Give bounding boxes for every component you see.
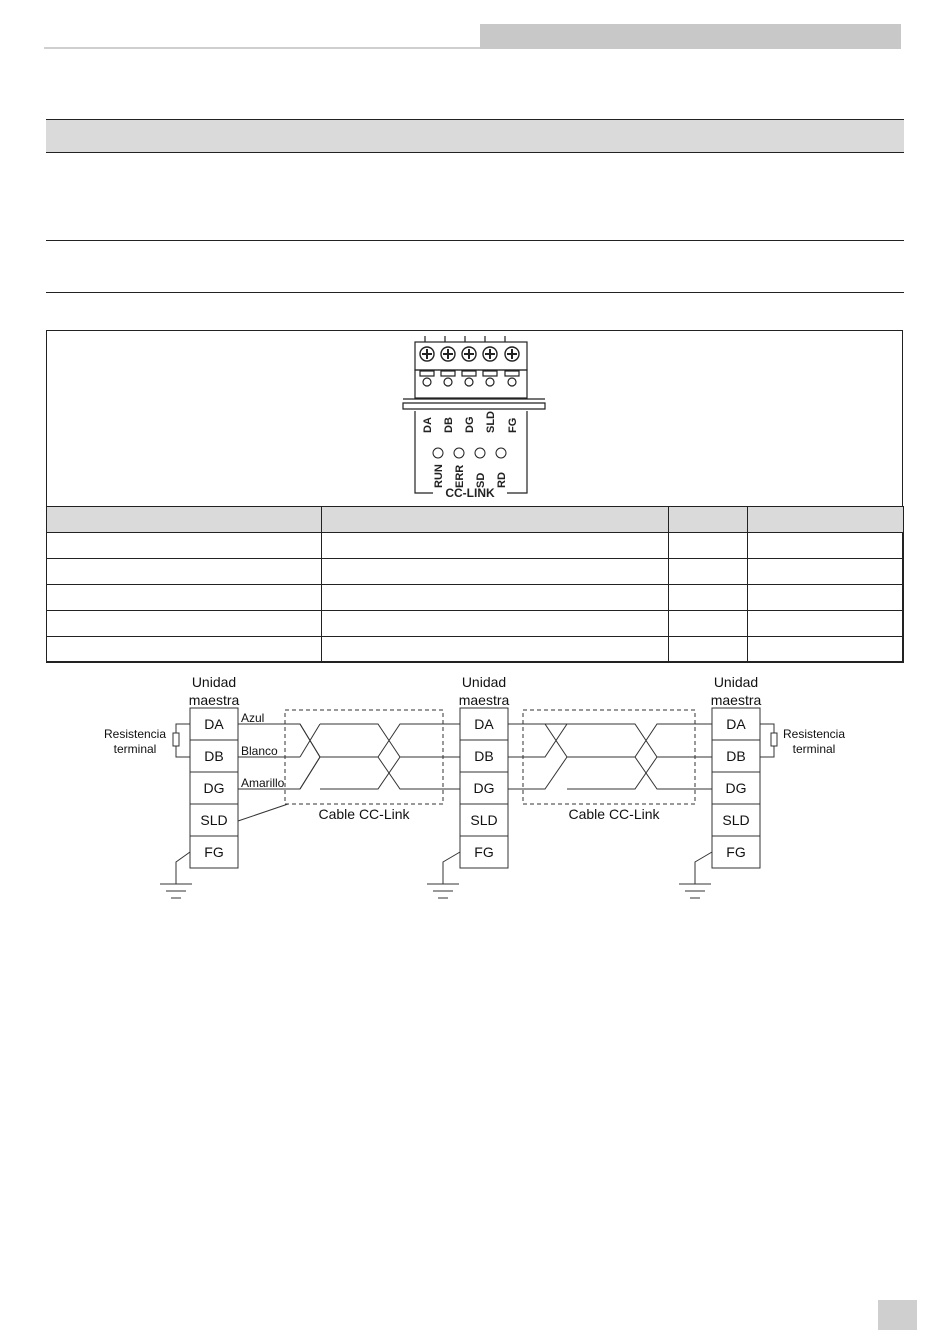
resistor-label: terminal bbox=[113, 742, 157, 756]
connector-pin-label: SLD bbox=[485, 411, 497, 433]
unit-label: Unidad bbox=[461, 674, 507, 690]
spec-table-header bbox=[46, 119, 904, 153]
terminal-label: SLD bbox=[200, 812, 228, 828]
terminal-label: DG bbox=[473, 780, 495, 796]
terminal-label: DG bbox=[725, 780, 747, 796]
cc-link-connector-figure bbox=[395, 333, 555, 503]
table-row bbox=[47, 637, 904, 663]
table-row bbox=[47, 559, 904, 585]
resistor-label: Resistencia bbox=[782, 727, 846, 741]
terminal-label: DA bbox=[474, 716, 494, 732]
wire-color-label: Blanco bbox=[241, 744, 278, 758]
unit-label: maestra bbox=[710, 692, 762, 708]
resistor-label: terminal bbox=[792, 742, 836, 756]
terminal-label: DA bbox=[204, 716, 224, 732]
header-title-bar bbox=[480, 24, 901, 49]
connector-led-label: RUN bbox=[433, 464, 445, 488]
spec-table-bottom-rule bbox=[46, 292, 904, 293]
connector-led-label: RD bbox=[496, 472, 508, 488]
cable-label: Cable CC-Link bbox=[318, 806, 410, 822]
terminal-table bbox=[46, 506, 904, 663]
connector-led-label: ERR bbox=[454, 464, 466, 488]
terminal-label: DB bbox=[474, 748, 494, 764]
cable-label: Cable CC-Link bbox=[568, 806, 660, 822]
terminal-label: FG bbox=[474, 844, 494, 860]
terminal-label: DA bbox=[726, 716, 746, 732]
terminal-label: SLD bbox=[722, 812, 750, 828]
connector-led-label: SD bbox=[475, 472, 487, 488]
wire-color-label: Azul bbox=[241, 711, 265, 725]
unit-label: Unidad bbox=[713, 674, 759, 690]
table-row bbox=[47, 533, 904, 559]
connector-pin-label: DB bbox=[443, 417, 455, 433]
wire-color-label: Amarillo bbox=[241, 776, 285, 790]
terminal-label: SLD bbox=[470, 812, 498, 828]
unit-label: maestra bbox=[458, 692, 510, 708]
cc-link-name: CC-LINK bbox=[445, 486, 495, 500]
connector-pin-label: DG bbox=[464, 416, 476, 433]
page-number-box bbox=[878, 1300, 917, 1330]
resistor-label: Resistencia bbox=[103, 727, 167, 741]
header-rule bbox=[44, 47, 480, 49]
unit-label: maestra bbox=[188, 692, 240, 708]
table-header-row bbox=[47, 507, 904, 533]
connector-pin-label: DA bbox=[422, 417, 434, 433]
terminal-label: DB bbox=[204, 748, 224, 764]
terminal-label: DB bbox=[726, 748, 746, 764]
spec-table-row-divider bbox=[46, 240, 904, 241]
connector-pin-label: FG bbox=[507, 417, 519, 433]
terminal-label: FG bbox=[204, 844, 224, 860]
terminal-label: FG bbox=[726, 844, 746, 860]
unit-label: Unidad bbox=[191, 674, 237, 690]
wiring-diagram bbox=[0, 665, 950, 910]
table-row bbox=[47, 585, 904, 611]
terminal-label: DG bbox=[203, 780, 225, 796]
table-row bbox=[47, 611, 904, 637]
